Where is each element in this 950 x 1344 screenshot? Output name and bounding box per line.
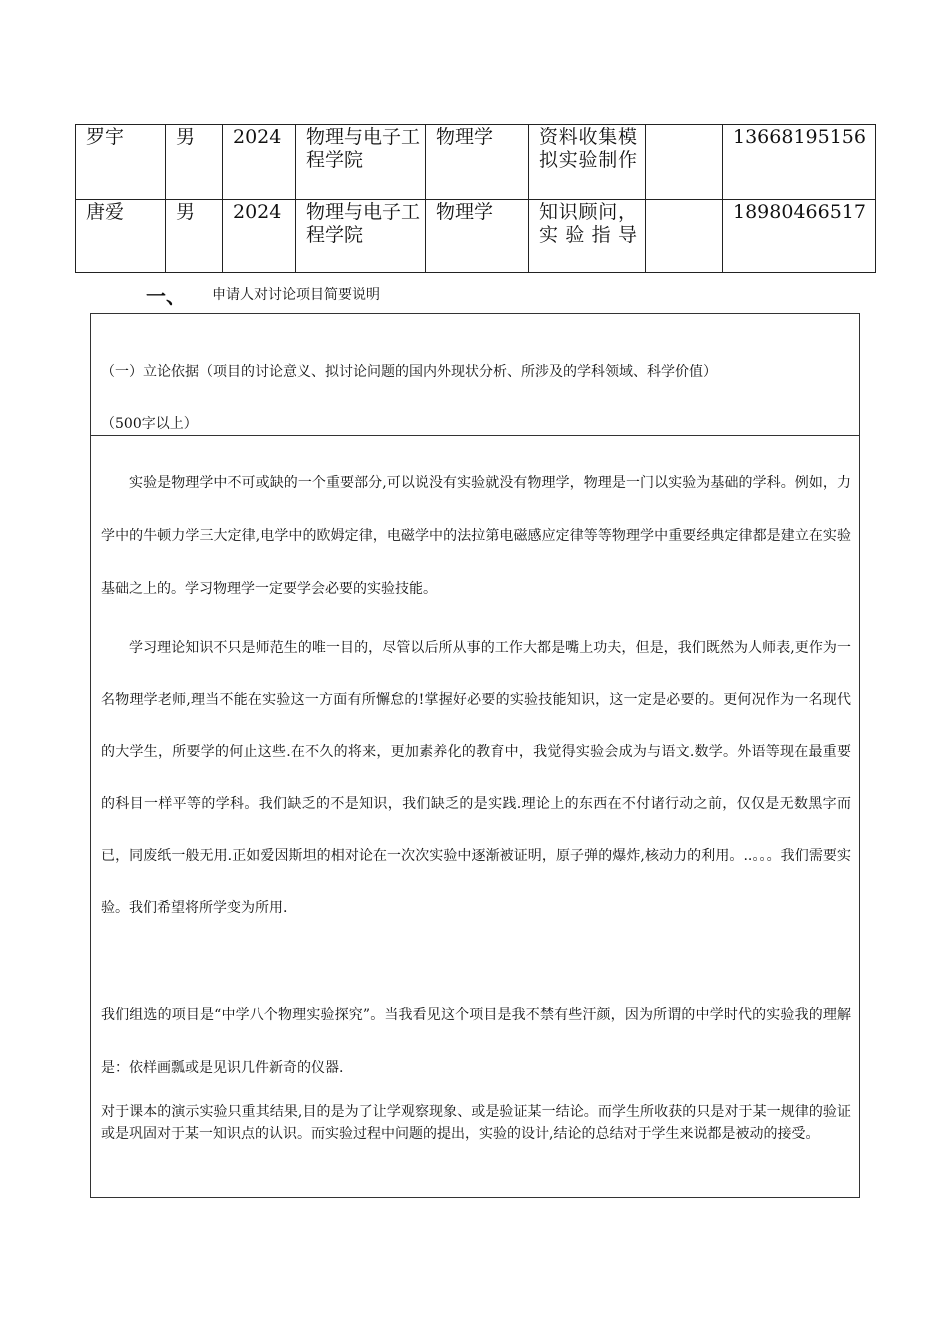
paragraph: 我们组选的项目是“中学八个物理实验探究”。当我看见这个项目是我不禁有些汗颜，因为所谓的中学时代的实验我的理解是：依样画瓢或是见识几件新奇的仪器. <box>101 1007 851 1076</box>
member-gender: 男 <box>166 125 223 200</box>
basis-heading-box <box>90 313 860 436</box>
paragraph: 学习理论知识不只是师范生的唯一目的，尽管以后所从事的工作大都是嘴上功夫，但是，我们既然为人师表,更作为一名物理学老师,理当不能在实验这一方面有所懈怠的!掌握好必要的实验技能知识，这一定是必要的。更何况作为一名现代的大学生，所要学的何止这些.在不久的将来，更加素养化的教育中，我觉得实验会成为与语文.数学。外语等现在最重要的科目一样平等的学科。我们缺乏的不是知识，我们缺乏的是实践.理论上的东西在不付诸行动之前，仅仅是无数黑字而已，同废纸一般无用.正如爱因斯坦的相对论在一次次实验中逐渐被证明，原子弹的爆炸,核动力的利用。..。。。我们需要实验。我们希望将所学变为所用. <box>101 640 851 916</box>
member-major: 物理学 <box>426 200 529 273</box>
basis-length-note: （500字以上） <box>101 416 198 432</box>
section-number: 一、 <box>146 284 186 308</box>
members-table <box>75 124 876 273</box>
paragraph: 实验是物理学中不可或缺的一个重要部分,可以说没有实验就没有物理学，物理是一门以实验为基础的学科。例如，力学中的牛顿力学三大定律,电学中的欧姆定律，电磁学中的法拉第电磁感应定律等等物理学中重要经典定律都是建立在实验基础之上的。学习物理学一定要学会必要的实验技能。 <box>101 475 851 597</box>
paragraph: 对于课本的演示实验只重其结果,目的是为了让学观察现象、或是验证某一结论。而学生所收获的只是对于某一规律的验证或是巩固对于某一知识点的认识。而实验过程中问题的提出，实验的设计,结论的总结对于学生来说都是被动的接受。 <box>101 1104 851 1142</box>
table-row <box>76 125 876 200</box>
basis-heading: （一）立论依据（项目的讨论意义、拟讨论问题的国内外现状分析、所涉及的学科领域、科学价值） <box>101 364 717 380</box>
section-title: 申请人对讨论项目简要说明 <box>212 287 380 303</box>
member-name: 罗宇 <box>76 125 166 200</box>
member-year: 2024 <box>223 125 296 200</box>
member-role: 知识顾问，实验指导 <box>529 200 646 273</box>
table-row <box>76 200 876 273</box>
member-phone: 18980466517 <box>723 200 876 273</box>
member-phone: 13668195156 <box>723 125 876 200</box>
member-year: 2024 <box>223 200 296 273</box>
member-major: 物理学 <box>426 125 529 200</box>
member-role: 资料收集模拟实验制作 <box>529 125 646 200</box>
member-blank-cell <box>646 200 723 273</box>
member-gender: 男 <box>166 200 223 273</box>
member-college: 物理与电子工程学院 <box>296 200 426 273</box>
member-college: 物理与电子工程学院 <box>296 125 426 200</box>
member-blank-cell <box>646 125 723 200</box>
basis-content-box <box>90 435 860 1198</box>
member-name: 唐爱 <box>76 200 166 273</box>
